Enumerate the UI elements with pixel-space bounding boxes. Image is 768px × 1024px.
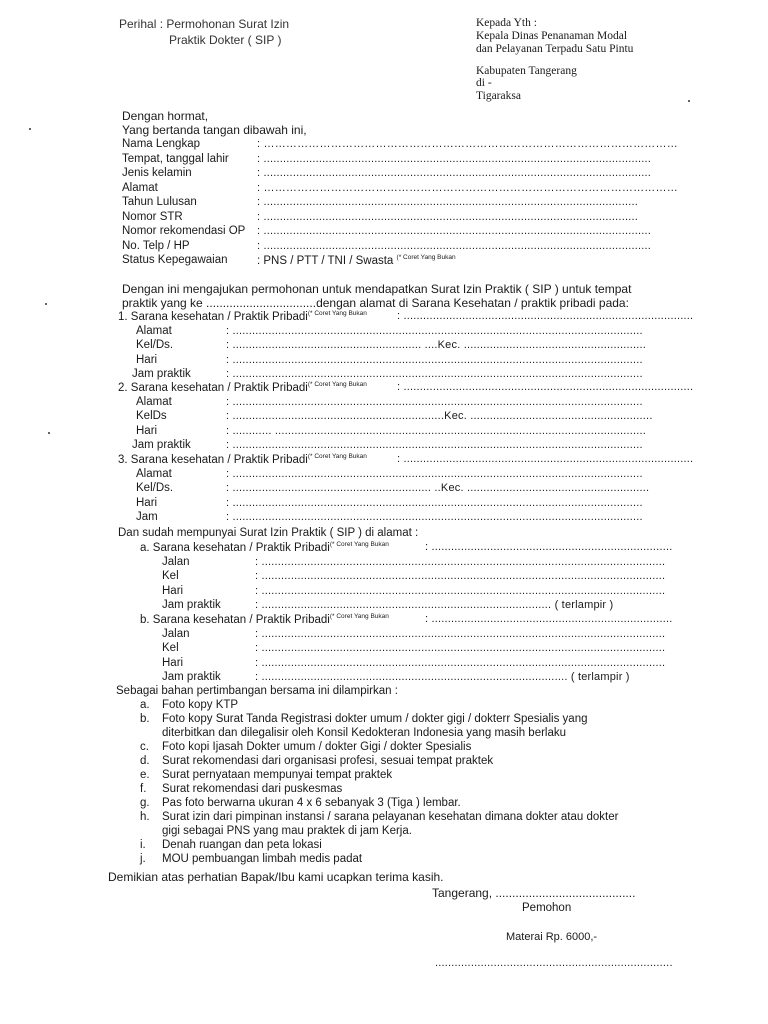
sarana-note: (* Coret Yang Bukan — [307, 310, 367, 317]
attachment-key: e. — [140, 769, 150, 781]
perihal-line2: Praktik Dokter ( SIP ) — [169, 33, 282, 47]
perihal-label: Perihal : Permohonan Surat Izin — [119, 17, 290, 31]
sarana-row-label: Kel/Ds. — [136, 482, 174, 494]
existing-row-label: Kel — [162, 570, 179, 582]
existing-title-text: b. Sarana kesehatan / Praktik Pribadi — [140, 614, 330, 626]
sarana-row-label: Alamat — [136, 395, 172, 408]
sarana-row-value: : .............................................................................................................................. — [226, 324, 643, 337]
attachment-text: Foto kopy KTP — [162, 699, 239, 711]
existing-title — [140, 613, 389, 626]
existing-row-value: : ............................................................................................................................ — [255, 656, 666, 669]
kepada-line-1: Kepada Yth : — [476, 17, 537, 29]
attachments-intro: Sebagai bahan pertimbangan bersama ini dilampirkan : — [116, 685, 398, 697]
sarana-row-label: Alamat — [136, 467, 172, 480]
materai-label: Materai Rp. 6000,- — [506, 931, 598, 943]
closing-line: Demikian atas perhatian Bapak/Ibu kami ucapkan terima kasih. — [108, 870, 444, 884]
existing-title — [140, 541, 389, 554]
sarana-row-label: Jam praktik — [132, 439, 191, 451]
attachment-text: diterbitkan dan dilegalisir oleh Konsil Kedokteran Indonesia yang masih berlaku — [162, 727, 567, 739]
attachment-key: g. — [140, 797, 150, 809]
identity-label: Tahun Lulusan — [122, 196, 197, 208]
sarana-row-label: Jam — [136, 511, 158, 523]
sarana-row-value: : .............................................................................................................................. — [226, 439, 643, 451]
identity-value: : ………………………………………………………………………………………………… — [257, 181, 678, 194]
sarana-row-label: Alamat — [136, 324, 172, 337]
identity-value: : ....................................................................................................................... — [257, 152, 651, 165]
request-line-2: praktik yang ke .................................dengan alamat di Sarana Kesehatan / praktik pribadi pada: — [122, 296, 629, 310]
existing-row-label: Hari — [162, 656, 184, 669]
sarana-title-text: 2. Sarana kesehatan / Praktik Pribadi — [118, 382, 308, 394]
attachment-key: j. — [140, 853, 146, 865]
sarana-row-value: : .............................................................................................................................. — [226, 353, 643, 366]
existing-row-label: Jalan — [162, 627, 190, 640]
attachment-key: a. — [140, 699, 150, 711]
attachment-key: d. — [140, 755, 150, 767]
attachment-key: c. — [140, 741, 149, 753]
existing-row-value: : ............................................................................................................................ — [255, 570, 666, 582]
scan-speck — [688, 100, 690, 102]
sarana-title — [118, 453, 367, 466]
existing-row-label: Jalan — [162, 555, 190, 568]
sarana-row-value: : .................................................................Kec. ........................................................ — [226, 410, 653, 422]
existing-title-text: a. Sarana kesehatan / Praktik Pribadi — [140, 542, 330, 554]
lokasi-line-3: Tigaraksa — [476, 90, 521, 102]
attachment-key: b. — [140, 713, 150, 725]
sarana-row-value: : ............................................................. ..Kec. ........................................................ — [226, 482, 650, 494]
existing-row-label: Hari — [162, 584, 184, 597]
identity-value: : ....................................................................................................................... — [257, 239, 651, 252]
identity-value: : ....................................................................................................................... — [257, 225, 651, 237]
signature-role: Pemohon — [522, 902, 572, 914]
lokasi-line-1: Kabupaten Tangerang — [476, 65, 577, 77]
sarana-note: (* Coret Yang Bukan — [307, 381, 367, 388]
existing-row-label: Kel — [162, 642, 179, 654]
scan-speck — [48, 432, 50, 434]
sarana-title — [118, 381, 367, 394]
sarana-row-label: Hari — [136, 496, 158, 509]
identity-value: : ....................................................................................................................... — [257, 167, 651, 179]
kepada-line-2: Kepala Dinas Penanaman Modal — [476, 30, 628, 42]
sarana-row-value: : .............................................................................................................................. — [226, 496, 643, 509]
signature-place: Tangerang, .......................................... — [432, 886, 636, 900]
existing-row-value: : ............................................................................................................................ — [255, 555, 666, 568]
attachment-text: Surat rekomendasi dari puskesmas — [162, 783, 343, 795]
sarana-note: (* Coret Yang Bukan — [307, 453, 367, 460]
attachment-text: Surat pernyataan mempunyai tempat praktek — [162, 769, 393, 781]
greeting: Dengan hormat, — [122, 109, 209, 123]
attachment-key: i. — [140, 839, 146, 851]
intro-line: Yang bertanda tangan dibawah ini, — [122, 123, 307, 137]
scan-speck — [45, 303, 47, 305]
status-note: (* Coret Yang Bukan — [396, 254, 456, 261]
status-options: : PNS / PTT / TNI / Swasta — [257, 255, 394, 267]
existing-row-value: : .............................................................................................. ( terlampir ) — [255, 671, 630, 683]
existing-intro: Dan sudah mempunyai Surat Izin Praktik ( SIP ) di alamat : — [118, 527, 419, 539]
sarana-colon: : ......................................................................................... — [397, 453, 694, 465]
identity-label: Nomor STR — [122, 210, 183, 223]
identity-label: Nama Lengkap — [122, 138, 200, 150]
identity-label: Alamat — [122, 181, 158, 194]
sarana-row-label: Hari — [136, 353, 158, 366]
sarana-row-value: : .......................................................... ....Kec. ........................................................ — [226, 339, 647, 351]
existing-row-value: : ......................................................................................... ( terlampir ) — [255, 599, 614, 611]
scan-speck — [29, 128, 31, 130]
existing-note: (* Coret Yang Bukan — [329, 541, 389, 548]
attachment-text: Foto kopy Surat Tanda Registrasi dokter umum / dokter gigi / dokterr Spesialis yang — [162, 713, 588, 725]
kepada-line-3: dan Pelayanan Terpadu Satu Pintu — [476, 43, 634, 55]
attachment-text: Surat rekomendasi dari organisasi profesi, sesuai tempat praktek — [162, 755, 494, 767]
existing-row-value: : ............................................................................................................................ — [255, 627, 666, 640]
existing-note: (* Coret Yang Bukan — [329, 613, 389, 620]
sarana-title-text: 1. Sarana kesehatan / Praktik Pribadi — [118, 311, 308, 323]
attachment-key: f. — [140, 783, 147, 795]
sarana-row-label: KelDs — [136, 410, 167, 422]
sarana-row-label: Hari — [136, 424, 158, 437]
request-line-1: Dengan ini mengajukan permohonan untuk mendapatkan Surat Izin Praktik ( SIP ) untuk tempat — [122, 282, 632, 296]
status-value — [257, 254, 456, 267]
attachment-text: gigi sebagai PNS yang mau praktek di jam Kerja. — [162, 825, 412, 837]
identity-label: Nomor rekomendasi OP — [122, 225, 246, 237]
sarana-row-value: : .............................................................................................................................. — [226, 395, 643, 408]
existing-row-value: : ............................................................................................................................ — [255, 642, 666, 654]
existing-colon: : .......................................................................... — [425, 613, 673, 625]
identity-label: Tempat, tanggal lahir — [122, 152, 229, 165]
existing-row-label: Jam praktik — [162, 599, 221, 611]
sarana-title-text: 3. Sarana kesehatan / Praktik Pribadi — [118, 454, 308, 466]
identity-value: : ................................................................................................................... — [257, 196, 638, 208]
sarana-row-value: : .............................................................................................................................. — [226, 467, 643, 480]
existing-row-label: Jam praktik — [162, 671, 221, 683]
identity-value: : ………………………………………………………………………………………………… — [257, 138, 678, 150]
sarana-title — [118, 310, 367, 323]
attachment-key: h. — [140, 811, 150, 823]
sarana-row-label: Kel/Ds. — [136, 339, 174, 351]
identity-value: : ................................................................................................................... — [257, 210, 638, 223]
identity-label: No. Telp / HP — [122, 239, 190, 252]
identity-label: Jenis kelamin — [122, 167, 192, 179]
sarana-row-value: : .............................................................................................................................. — [226, 368, 643, 380]
status-label: Status Kepegawaian — [122, 254, 228, 266]
sarana-row-value: : ............ .................................................................................................................. — [226, 424, 647, 437]
attachment-text: Foto kopi Ijasah Dokter umum / dokter Gigi / dokter Spesialis — [162, 741, 472, 753]
attachment-text: Surat izin dari pimpinan instansi / sarana pelayanan kesehatan dimana dokter atau dokter — [162, 811, 619, 823]
signature-line: ......................................................................... — [435, 957, 673, 969]
existing-row-value: : ............................................................................................................................ — [255, 584, 666, 597]
sarana-row-value: : .............................................................................................................................. — [226, 511, 643, 523]
existing-colon: : .......................................................................... — [425, 541, 673, 553]
attachment-text: MOU pembuangan limbah medis padat — [162, 853, 363, 865]
sarana-row-label: Jam praktik — [132, 368, 191, 380]
sarana-colon: : ......................................................................................... — [397, 310, 694, 322]
attachment-text: Pas foto berwarna ukuran 4 x 6 sebanyak 3 (Tiga ) lembar. — [162, 797, 461, 809]
attachment-text: Denah ruangan dan peta lokasi — [162, 839, 322, 851]
lokasi-line-2: di - — [476, 77, 492, 89]
sarana-colon: : ......................................................................................... — [397, 381, 694, 393]
